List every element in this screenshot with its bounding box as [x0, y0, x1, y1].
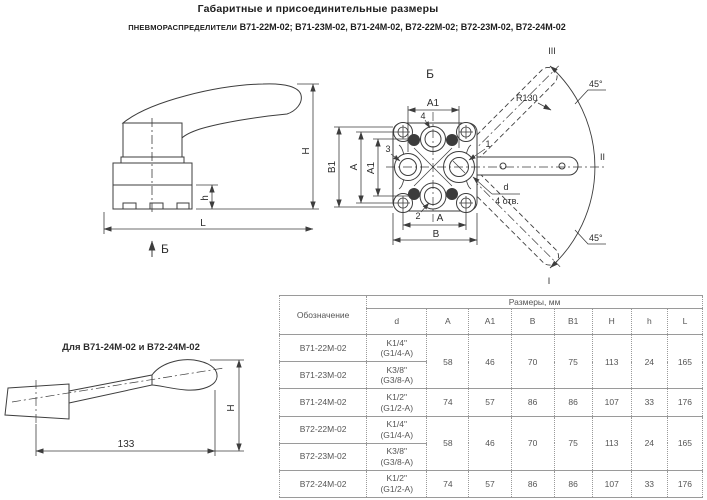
position-label-III: III — [548, 46, 556, 56]
designation-header-cell: Обозначение — [280, 296, 367, 335]
port-label-2: 2 — [415, 211, 421, 221]
value-cell: 33 — [631, 470, 667, 497]
value-cell: 24 — [631, 335, 667, 389]
value-cell: 113 — [592, 335, 631, 389]
thread-size-alt: (G3/8-A) — [380, 456, 414, 467]
column-header-B1: B1 — [554, 309, 592, 335]
thread-label: d — [503, 182, 509, 192]
value-cell: 58 — [427, 416, 469, 470]
radius-label: R130 — [516, 93, 538, 103]
lever-knob — [152, 360, 217, 391]
value-cell: 113 — [592, 416, 631, 470]
lever-shaft — [69, 375, 152, 403]
sizes-header-cell: Размеры, мм — [367, 296, 703, 309]
dim-label-A-bottom: A — [436, 213, 444, 224]
table-row — [280, 389, 703, 416]
value-cell: 57 — [469, 470, 511, 497]
value-cell: 86 — [554, 389, 592, 416]
lever-detail-drawing — [5, 342, 244, 456]
dim-label-L: L — [200, 218, 206, 229]
thread-size-alt: (G1/2-A) — [380, 483, 414, 494]
value-cell: 75 — [554, 416, 592, 470]
angle-label-bottom: 45° — [589, 233, 603, 243]
value-cell: 176 — [667, 389, 702, 416]
position-label-I: I — [547, 276, 551, 286]
designation-cell: В72-24М-02 — [280, 470, 367, 497]
value-cell: 74 — [427, 470, 469, 497]
subtitle-models: В71-22М-02; В71-23М-02, В71-24М-02, В72-22М-02; В72-23М-02, В72-24М-02 — [239, 22, 566, 32]
column-header-A1: A1 — [469, 309, 511, 335]
thread-size: K3/8" — [386, 446, 408, 457]
column-header-H: H — [592, 309, 631, 335]
front-view-drawing — [327, 46, 606, 286]
value-cell: 24 — [631, 416, 667, 470]
thread-size: K1/2" — [386, 391, 408, 402]
section-arrow-label: Б — [161, 242, 169, 256]
angle-label-top: 45° — [589, 79, 603, 89]
thread-cell — [367, 416, 427, 443]
body-mid-block — [113, 163, 192, 185]
dim-label-h: h — [200, 195, 211, 201]
column-header-B: B — [511, 309, 554, 335]
value-cell: 57 — [469, 389, 511, 416]
table-row — [280, 416, 703, 443]
plug-screw — [409, 135, 420, 146]
plug-screw — [447, 189, 458, 200]
column-header-h: h — [631, 309, 667, 335]
value-cell: 176 — [667, 470, 702, 497]
position-label-II: II — [600, 152, 606, 162]
value-cell: 107 — [592, 389, 631, 416]
designation-cell: В72-22М-02 — [280, 416, 367, 443]
page-title: Габаритные и присоединительные размеры — [197, 3, 439, 15]
port-label-1: 1 — [485, 139, 491, 149]
dim-label-A1-top: A1 — [426, 98, 440, 109]
value-cell: 70 — [511, 416, 554, 470]
thread-cell — [367, 470, 427, 497]
lever-handle-front — [466, 157, 578, 175]
thread-size: K1/4" — [386, 337, 408, 348]
value-cell: 74 — [427, 389, 469, 416]
body-collar — [121, 157, 184, 163]
dim-label-B-bottom: B — [432, 229, 440, 240]
thread-cell — [367, 362, 427, 389]
dim-label-A-left: A — [349, 163, 360, 171]
lever-detail-caption: Для В71-24М-02 и В72-24М-02 — [62, 342, 200, 353]
value-cell: 46 — [469, 335, 511, 389]
dim-label-H-lever: H — [226, 404, 237, 412]
value-cell: 33 — [631, 389, 667, 416]
value-cell: 46 — [469, 416, 511, 470]
table-header-row-1 — [280, 296, 703, 309]
table-row — [280, 335, 703, 362]
designation-cell: В71-23М-02 — [280, 362, 367, 389]
value-cell: 86 — [511, 470, 554, 497]
designation-cell: В72-23М-02 — [280, 443, 367, 470]
value-cell: 107 — [592, 470, 631, 497]
value-cell: 58 — [427, 335, 469, 389]
thread-cell — [367, 335, 427, 362]
column-header-d: d — [367, 309, 427, 335]
port-label-4: 4 — [420, 111, 426, 121]
column-header-A: A — [427, 309, 469, 335]
radius-arrow — [538, 103, 551, 110]
thread-cell — [367, 389, 427, 416]
value-cell: 75 — [554, 335, 592, 389]
designation-cell: В71-22М-02 — [280, 335, 367, 362]
thread-size-alt: (G1/2-A) — [380, 402, 414, 413]
column-header-L: L — [667, 309, 702, 335]
angle-leader-top — [575, 90, 606, 104]
dimensions-table — [279, 295, 703, 498]
plug-screw — [447, 135, 458, 146]
thread-size-alt: (G1/4-A) — [380, 429, 414, 440]
subtitle-prefix: ПНЕВМОРАСПРЕДЕЛИТЕЛИ — [128, 23, 238, 32]
value-cell: 86 — [511, 389, 554, 416]
value-cell: 86 — [554, 470, 592, 497]
holes-note: 4 отв. — [495, 196, 519, 206]
designation-cell: В71-24М-02 — [280, 389, 367, 416]
thread-size: K1/2" — [386, 473, 408, 484]
thread-size: K3/8" — [386, 364, 408, 375]
value-cell: 165 — [667, 335, 702, 389]
dim-label-B1: B1 — [327, 160, 338, 174]
value-cell: 165 — [667, 416, 702, 470]
dim-label-133: 133 — [117, 439, 135, 450]
thread-size-alt: (G3/8-A) — [380, 375, 414, 386]
dim-label-H: H — [301, 147, 312, 155]
body-base-block — [113, 185, 192, 209]
table-row — [280, 470, 703, 497]
side-view-drawing — [104, 84, 319, 257]
thread-size: K1/4" — [386, 419, 408, 429]
front-view-label: Б — [426, 67, 434, 81]
plug-screw — [409, 189, 420, 200]
body-top-block — [123, 123, 182, 157]
value-cell: 70 — [511, 335, 554, 389]
thread-cell — [367, 443, 427, 470]
dim-label-A1-left: A1 — [366, 161, 377, 175]
thread-size-alt: (G1/4-A) — [380, 348, 414, 359]
port-label-3: 3 — [385, 144, 391, 154]
